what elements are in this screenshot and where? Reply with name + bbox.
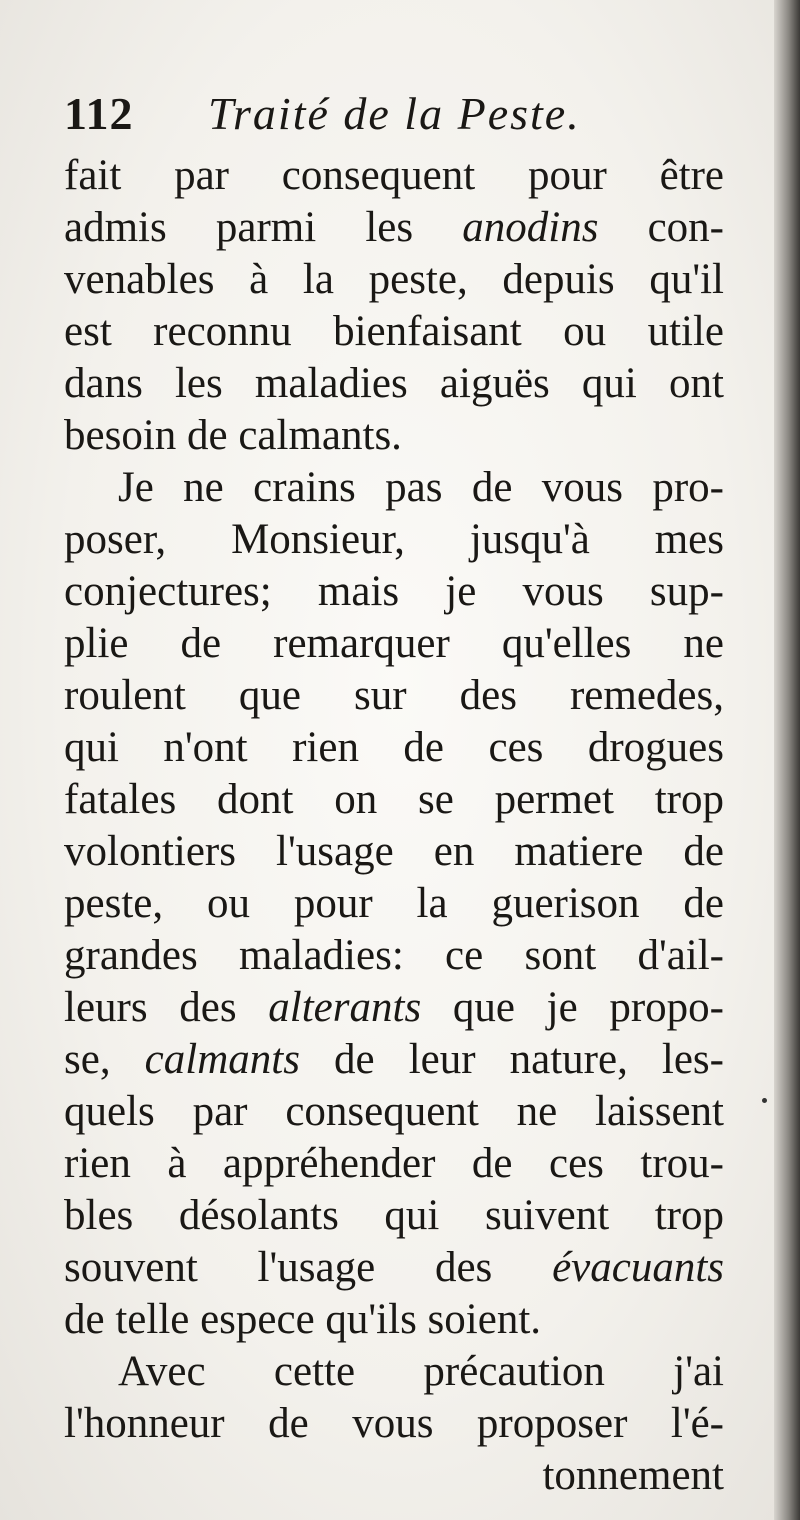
text-segment: quels par consequent ne laissent xyxy=(64,1088,724,1135)
text-line xyxy=(64,410,724,462)
text-line xyxy=(64,826,724,878)
text-segment: con- xyxy=(598,204,724,251)
catchword: tonnement xyxy=(542,1452,724,1499)
text-line xyxy=(64,462,724,514)
text-line xyxy=(64,1190,724,1242)
text-segment: est reconnu bienfaisant ou utile xyxy=(64,308,724,355)
text-segment: fait par consequent pour xyxy=(64,152,660,199)
text-line xyxy=(64,1138,724,1190)
text-line xyxy=(64,722,724,774)
text-segment: qui n'ont rien de ces drogues xyxy=(64,724,724,771)
text-line xyxy=(64,1346,724,1398)
text-line xyxy=(64,202,724,254)
text-segment: poser, Monsieur, jusqu'à mes xyxy=(64,516,724,563)
text-line xyxy=(64,254,724,306)
text-line xyxy=(64,930,724,982)
text-line xyxy=(64,670,724,722)
text-segment: de telle espece qu'ils soient. xyxy=(64,1296,542,1343)
text-line xyxy=(64,150,724,202)
italic-text: évacuants xyxy=(552,1244,724,1291)
text-segment: Avec cette précaution j'ai xyxy=(118,1348,724,1395)
text-line xyxy=(64,878,724,930)
text-segment: besoin de calmants. xyxy=(64,412,402,459)
page-number: 112 xyxy=(64,88,134,139)
text-segment: dans les maladies aiguës qui ont xyxy=(64,360,724,407)
page-header xyxy=(64,84,744,144)
paragraph xyxy=(64,1346,724,1450)
running-title: Traité de la Peste. xyxy=(207,88,581,139)
text-line xyxy=(64,1086,724,1138)
paragraph xyxy=(64,150,724,462)
text-segment: bles désolants qui suivent trop xyxy=(64,1192,724,1239)
text-segment: volontiers l'usage en matiere de xyxy=(64,828,724,875)
text-segment: conjectures; mais je vous sup- xyxy=(64,568,724,615)
text-segment: souvent l'usage des xyxy=(64,1244,553,1291)
text-line xyxy=(64,618,724,670)
text-line xyxy=(64,1242,724,1294)
text-segment: fatales dont on se permet trop xyxy=(64,776,724,823)
italic-text: calmants xyxy=(144,1036,300,1083)
text-line xyxy=(64,566,724,618)
text-segment: plie de remarquer qu'elles ne xyxy=(64,620,724,667)
text-segment: Je ne crains pas de vous pro- xyxy=(118,464,724,511)
text-line xyxy=(64,774,724,826)
text-segment: leurs des xyxy=(64,984,269,1031)
body-text xyxy=(64,150,724,1502)
text-line xyxy=(64,982,724,1034)
text-segment: que je propo- xyxy=(421,984,724,1031)
ink-speck xyxy=(762,1098,767,1103)
page-edge-shadow xyxy=(774,0,800,1520)
text-line xyxy=(64,306,724,358)
text-segment: être xyxy=(659,152,724,199)
text-segment: roulent que sur des remedes, xyxy=(64,672,724,719)
text-segment: peste, ou pour la guerison de xyxy=(64,880,724,927)
text-segment: venables à la peste, depuis qu'il xyxy=(64,256,724,303)
text-line xyxy=(64,514,724,566)
italic-text: alterants xyxy=(268,984,422,1031)
text-line xyxy=(64,1398,724,1450)
text-segment: se, xyxy=(64,1036,145,1083)
text-line xyxy=(64,1294,724,1346)
paragraph xyxy=(64,462,724,1346)
text-segment: de leur nature, les- xyxy=(299,1036,724,1083)
text-line xyxy=(64,358,724,410)
text-segment: rien à appréhender de ces trou- xyxy=(64,1140,724,1187)
italic-text: anodins xyxy=(462,204,599,251)
text-line xyxy=(64,1034,724,1086)
text-segment: l'honneur de vous proposer l'é- xyxy=(64,1400,724,1447)
text-segment: admis parmi les xyxy=(64,204,463,251)
text-segment: grandes maladies: ce sont d'ail- xyxy=(64,932,724,979)
